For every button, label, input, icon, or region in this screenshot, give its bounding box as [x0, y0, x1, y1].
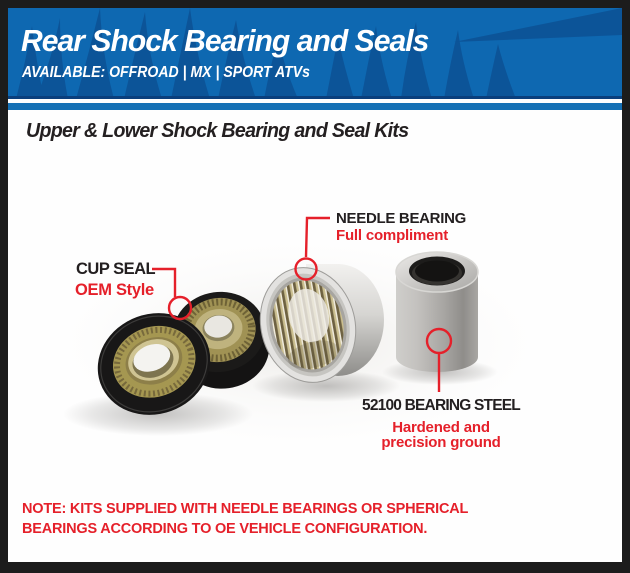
- kit-note-line2: BEARINGS ACCORDING TO OE VEHICLE CONFIGURATION.: [22, 520, 428, 537]
- bearing-steel-label: 52100 BEARING STEEL: [362, 397, 520, 414]
- section-heading: Upper & Lower Shock Bearing and Seal Kits: [26, 120, 409, 142]
- poster-page: [8, 8, 622, 562]
- cup-seal-label: CUP SEAL: [76, 260, 156, 278]
- bearing-steel-callout: [316, 397, 566, 450]
- needle-bearing-label: NEEDLE BEARING: [336, 210, 466, 227]
- bearing-steel-detail: [316, 421, 566, 450]
- kit-note-line1: NOTE: KITS SUPPLIED WITH NEEDLE BEARINGS OR SPHERICAL: [22, 501, 469, 517]
- kit-note: [22, 500, 468, 539]
- bearing-steel-detail-line2: precision ground: [381, 433, 501, 451]
- banner-subtitle: AVAILABLE: OFFROAD | MX | SPORT ATVs: [22, 64, 310, 81]
- banner-title: Rear Shock Bearing and Seals: [21, 23, 429, 58]
- bearing-steel-detail-line1: Hardened and: [392, 419, 490, 436]
- needle-bearing-detail: Full compliment: [336, 227, 449, 244]
- cup-seal-detail: OEM Style: [75, 281, 154, 299]
